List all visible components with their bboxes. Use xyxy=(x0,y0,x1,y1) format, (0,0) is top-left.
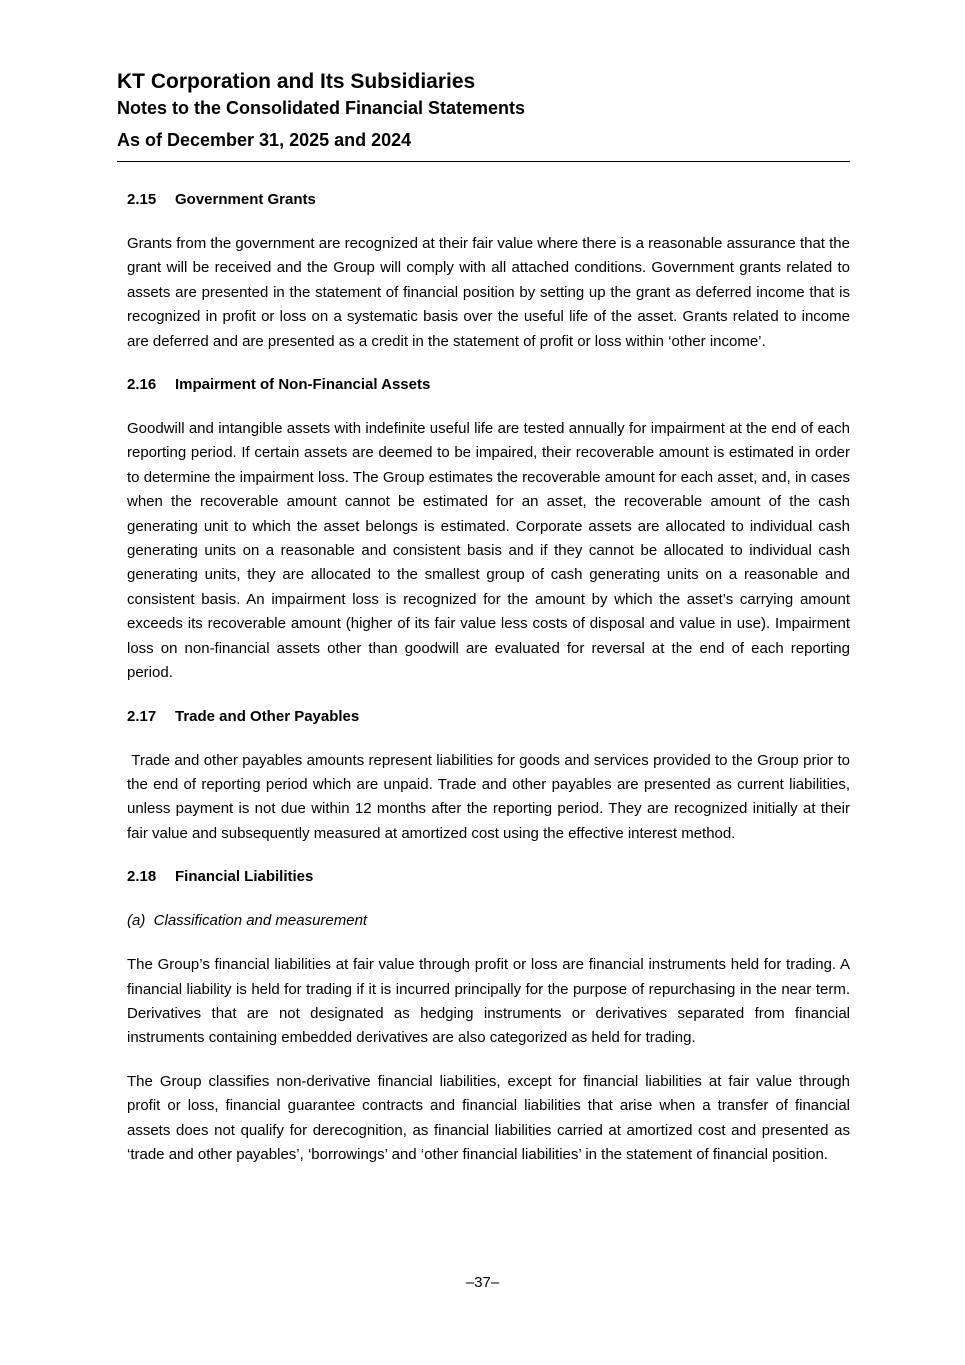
paragraph-government-grants: Grants from the government are recognized at their fair value where there is a reasonable assurance that the grant will be received and the Group will comply with all attached conditions. Government grants related to assets are presented in the statement of financial position by setting up the grant as deferred income that is recognized in profit or loss on a systematic basis over the useful life of the asset. Grants related to income are deferred and are presented as a credit in the statement of profit or loss within ‘other income’. xyxy=(127,235,850,350)
page-content xyxy=(127,188,855,1186)
section-title: Trade and Other Payables xyxy=(175,707,360,725)
section-heading-2-17 xyxy=(127,705,850,729)
paragraph-trade-payables: Trade and other payables amounts represent liabilities for goods and services provided to the Group prior to the end of reporting period which are unpaid. Trade and other payables are presented as current liabilities, unless payment is not due within 12 months after the reporting period. They are recognized initially at their fair value and subsequently measured at amortized cost using the effective interest method. xyxy=(127,751,855,842)
paragraph-impairment: Goodwill and intangible assets with indefinite useful life are tested annually for impairment at the end of each reporting period. If certain assets are deemed to be impaired, their recoverable amount is estimated in order to determine the impairment loss. The Group estimates the recoverable amount for each asset, and, in cases when the recoverable amount cannot be estimated for an asset, the recoverable amount of the cash generating unit to which the asset belongs is estimated. Corporate assets are allocated to individual cash generating units on a reasonable and consistent basis and if they cannot be allocated to individual cash generating units, they are allocated to the smallest group of cash generating units on a reasonable and consistent basis. An impairment loss is recognized for the amount by which the asset’s carrying amount exceeds its recoverable amount (higher of its fair value less costs of disposal and value in use). Impairment loss on non-financial assets other than goodwill are evaluated for reversal at the end of each reporting period. xyxy=(127,420,850,682)
section-heading-2-15 xyxy=(127,188,850,212)
company-name: KT Corporation and Its Subsidiaries xyxy=(117,70,476,93)
section-title: Impairment of Non-Financial Assets xyxy=(175,376,431,394)
section-number: 2.18 xyxy=(127,868,157,886)
section-title: Government Grants xyxy=(175,191,316,208)
page-number: –37– xyxy=(465,1274,500,1291)
paragraph-financial-liabilities-1: The Group’s financial liabilities at fair value through profit or loss are financial instruments held for trading. A financial liability is held for trading if it is incurred principally for the purpose of repurchasing in the near term. Derivatives that are not designated as hedging instruments or derivatives separated from financial instruments containing embedded derivatives are also categorized as held for trading. xyxy=(127,956,850,1047)
section-heading-2-16 xyxy=(127,373,850,397)
paragraph-financial-liabilities-2: The Group classifies non-derivative financial liabilities, except for financial liabilities at fair value through profit or loss, financial guarantee contracts and financial liabilities that arise when a transfer of financial assets does not qualify for derecognition, as financial liabilities carried at amortized cost and presented as ‘trade and other payables’, ‘borrowings’ and ‘other financial liabilities’ in the statement of financial position. xyxy=(127,1072,850,1163)
page-header xyxy=(117,68,850,152)
section-heading-2-18 xyxy=(127,865,850,889)
statement-date: As of December 31, 2025 and 2024 xyxy=(117,130,412,150)
section-number: 2.17 xyxy=(127,707,157,725)
section-title: Financial Liabilities xyxy=(175,868,314,886)
subheading-classification: (a) Classification and measurement xyxy=(127,912,368,930)
notes-title: Notes to the Consolidated Financial Statements xyxy=(117,98,526,118)
section-number: 2.15 xyxy=(127,191,157,208)
section-number: 2.16 xyxy=(127,376,157,394)
header-divider xyxy=(117,161,850,162)
